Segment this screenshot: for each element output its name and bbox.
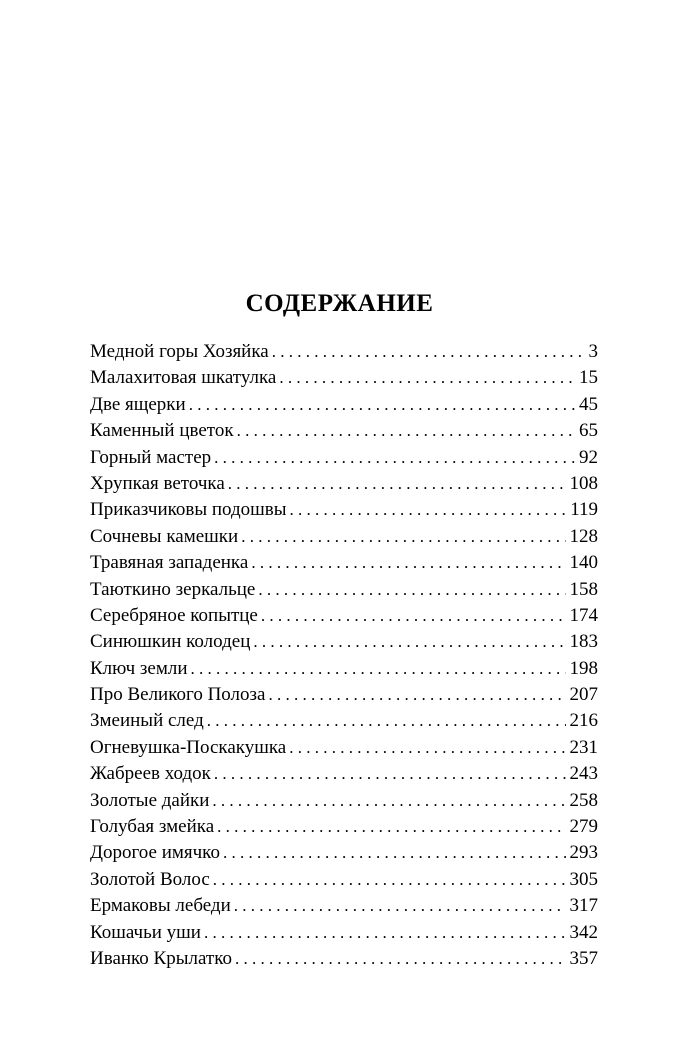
toc-entry bbox=[90, 708, 598, 734]
table-of-contents bbox=[90, 339, 598, 972]
toc-entry-page-number: 293 bbox=[569, 842, 598, 864]
toc-entry-page-number: 305 bbox=[569, 868, 598, 890]
dot-leader bbox=[223, 840, 566, 866]
dot-leader bbox=[279, 365, 575, 391]
dot-leader bbox=[214, 445, 575, 471]
toc-entry-page-number: 140 bbox=[569, 552, 598, 574]
toc-entry-page-number: 119 bbox=[570, 499, 598, 521]
toc-entry-page-number: 357 bbox=[569, 947, 598, 969]
toc-entry-title: Ермаковы лебеди bbox=[90, 895, 231, 917]
dot-leader bbox=[241, 524, 565, 550]
toc-entry-page-number: 183 bbox=[569, 631, 598, 653]
toc-entry-title: Сочневы камешки bbox=[90, 525, 239, 547]
toc-entry-page-number: 198 bbox=[569, 657, 598, 679]
toc-entry-page-number: 243 bbox=[569, 763, 598, 785]
toc-entry bbox=[90, 497, 598, 523]
dot-leader bbox=[290, 497, 567, 523]
toc-entry-page-number: 128 bbox=[569, 525, 598, 547]
toc-entry-page-number: 92 bbox=[579, 446, 598, 468]
toc-entry-title: Жабреев ходок bbox=[90, 763, 211, 785]
toc-entry-title: Про Великого Полоза bbox=[90, 684, 266, 706]
toc-entry-page-number: 158 bbox=[569, 578, 598, 600]
toc-entry bbox=[90, 365, 598, 391]
toc-entry bbox=[90, 761, 598, 787]
dot-leader bbox=[189, 392, 575, 418]
dot-leader bbox=[253, 629, 565, 655]
toc-entry bbox=[90, 392, 598, 418]
toc-entry bbox=[90, 629, 598, 655]
toc-entry-page-number: 108 bbox=[569, 472, 598, 494]
toc-entry-title: Огневушка-Поскакушка bbox=[90, 736, 287, 758]
toc-entry-title: Таюткино зеркальце bbox=[90, 578, 256, 600]
toc-entry-title: Медной горы Хозяйка bbox=[90, 341, 269, 362]
toc-entry bbox=[90, 524, 598, 550]
toc-entry-title: Приказчиковы подошвы bbox=[90, 499, 287, 521]
toc-entry bbox=[90, 445, 598, 471]
dot-leader bbox=[251, 550, 565, 576]
toc-entry bbox=[90, 788, 598, 814]
dot-leader bbox=[289, 735, 565, 761]
toc-entry bbox=[90, 946, 598, 972]
toc-entry bbox=[90, 893, 598, 919]
toc-entry bbox=[90, 920, 598, 946]
toc-entry bbox=[90, 840, 598, 866]
toc-entry-title: Золотой Волос bbox=[90, 868, 210, 890]
toc-entry-title: Иванко Крылатко bbox=[90, 947, 232, 969]
toc-entry-page-number: 216 bbox=[569, 710, 598, 732]
dot-leader bbox=[235, 946, 566, 972]
toc-entry-page-number: 65 bbox=[579, 420, 598, 442]
toc-entry bbox=[90, 735, 598, 761]
toc-entry-page-number: 207 bbox=[569, 684, 598, 706]
toc-entry-title: Змеиный след bbox=[90, 710, 204, 732]
toc-entry-title: Травяная западенка bbox=[90, 552, 249, 574]
toc-entry-title: Золотые дайки bbox=[90, 789, 210, 811]
toc-entry-title: Голубая змейка bbox=[90, 816, 215, 838]
toc-entry-page-number: 231 bbox=[569, 736, 598, 758]
toc-entry-page-number: 279 bbox=[569, 816, 598, 838]
dot-leader bbox=[237, 418, 575, 444]
toc-entry-page-number: 15 bbox=[579, 367, 598, 389]
toc-entry-title: Две ящерки bbox=[90, 393, 186, 415]
toc-entry-page-number: 258 bbox=[569, 789, 598, 811]
toc-entry-page-number: 174 bbox=[569, 604, 598, 626]
toc-entry-title: Дорогое имячко bbox=[90, 842, 220, 864]
dot-leader bbox=[261, 603, 566, 629]
toc-entry-title: Малахитовая шкатулка bbox=[90, 367, 277, 389]
dot-leader bbox=[191, 656, 566, 682]
dot-leader bbox=[204, 920, 566, 946]
toc-entry bbox=[90, 577, 598, 603]
toc-entry-title: Ключ земли bbox=[90, 657, 188, 679]
dot-leader bbox=[217, 814, 565, 840]
toc-entry-page-number: 3 bbox=[588, 341, 598, 362]
toc-entry-title: Хрупкая веточка bbox=[90, 472, 225, 494]
toc-entry bbox=[90, 471, 598, 497]
dot-leader bbox=[207, 708, 566, 734]
dot-leader bbox=[214, 761, 566, 787]
toc-entry bbox=[90, 603, 598, 629]
toc-entry-title: Серебряное копытце bbox=[90, 604, 258, 626]
toc-entry bbox=[90, 418, 598, 444]
dot-leader bbox=[212, 788, 565, 814]
toc-entry bbox=[90, 814, 598, 840]
toc-entry-title: Каменный цветок bbox=[90, 420, 234, 442]
toc-entry bbox=[90, 656, 598, 682]
toc-entry bbox=[90, 339, 598, 365]
toc-entry-title: Горный мастер bbox=[90, 446, 212, 468]
toc-entry-title: Синюшкин колодец bbox=[90, 631, 251, 653]
dot-leader bbox=[228, 471, 566, 497]
dot-leader bbox=[268, 682, 565, 708]
toc-entry-page-number: 317 bbox=[569, 895, 598, 917]
toc-entry-title: Кошачьи уши bbox=[90, 921, 201, 943]
toc-entry bbox=[90, 682, 598, 708]
toc-entry-page-number: 45 bbox=[579, 393, 598, 415]
toc-entry-page-number: 342 bbox=[569, 921, 598, 943]
dot-leader bbox=[258, 577, 565, 603]
page-title: СОДЕРЖАНИЕ bbox=[245, 290, 434, 317]
dot-leader bbox=[234, 893, 566, 919]
toc-entry bbox=[90, 550, 598, 576]
dot-leader bbox=[213, 867, 566, 893]
dot-leader bbox=[272, 339, 585, 365]
toc-entry bbox=[90, 867, 598, 893]
